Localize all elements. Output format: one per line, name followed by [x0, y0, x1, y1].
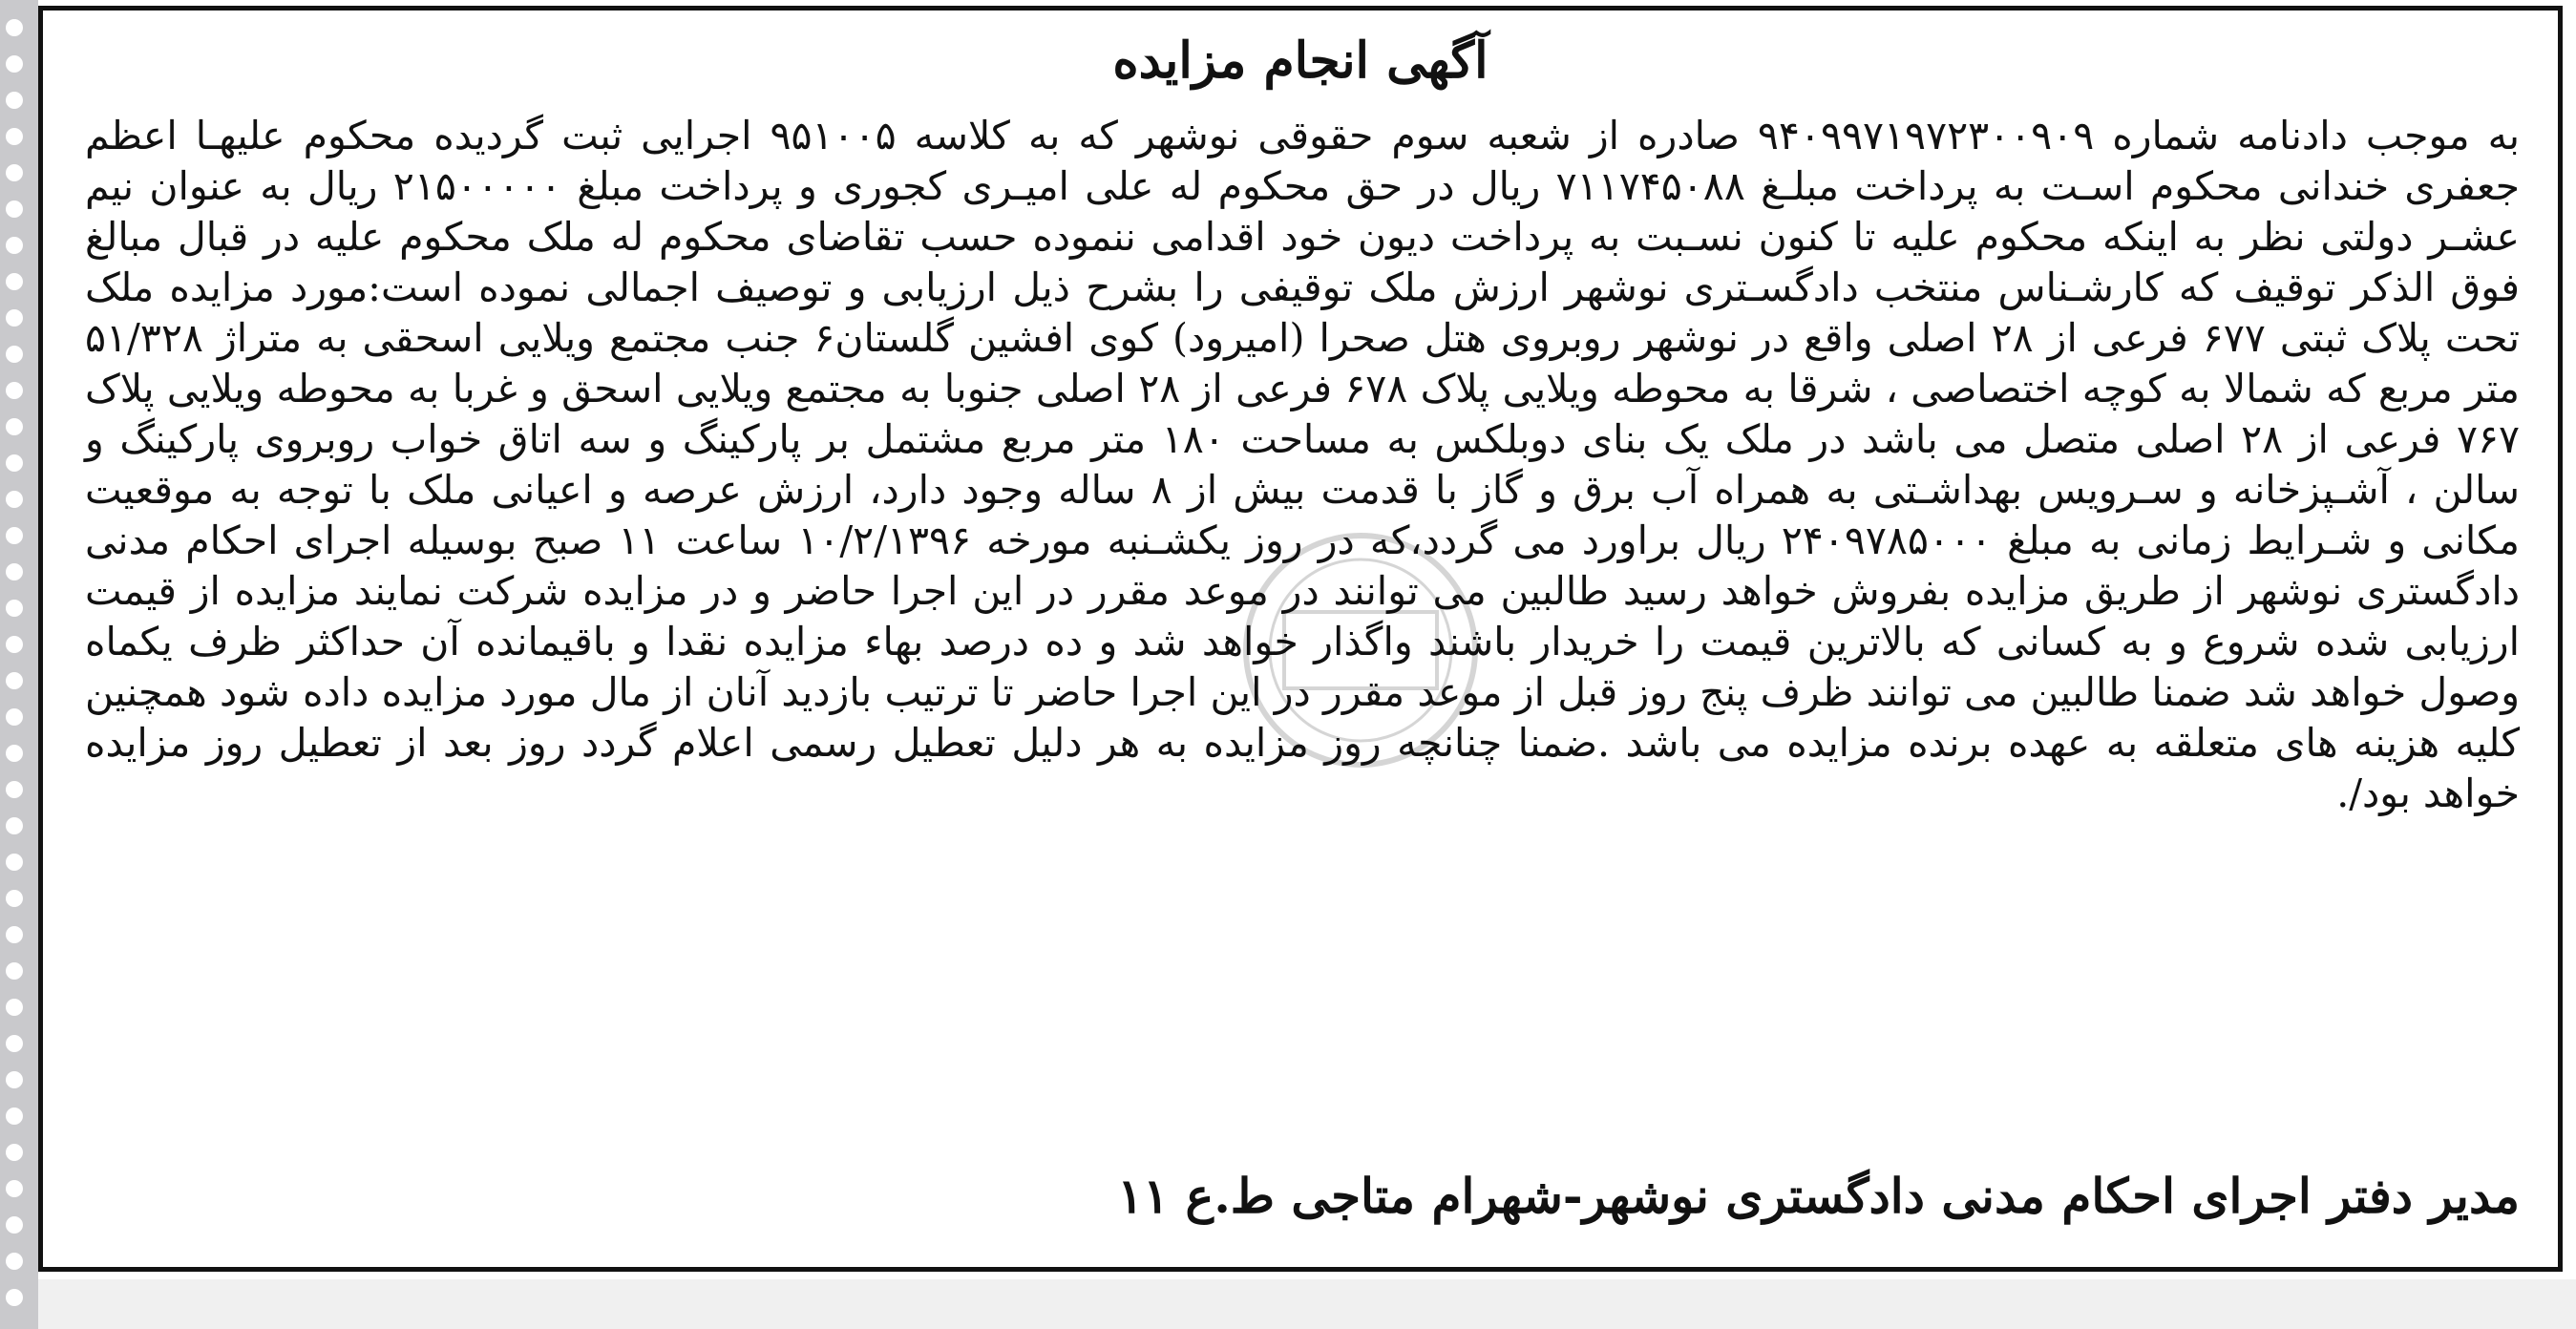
perforation-hole	[6, 745, 23, 762]
perforation-hole	[6, 309, 23, 327]
perforation-hole	[6, 817, 23, 834]
notice-title: آگهی انجام مزایده	[1112, 32, 1489, 90]
perforation-hole	[6, 128, 23, 145]
perforation-hole	[6, 708, 23, 726]
perforation-hole	[6, 55, 23, 73]
perforation-hole	[6, 92, 23, 109]
perforation-hole	[6, 200, 23, 218]
perforation-hole	[6, 854, 23, 871]
perforation-hole	[6, 672, 23, 689]
notice-body: به موجب دادنامه شماره ۹۴۰۹۹۷۱۹۷۲۳۰۰۹۰۹ صادره از شعبه سوم حقوقی نوشهر که به کلاسه ۹۵۱۰۰۵ اجرایی ثبت گردیده محکوم علیهـا اعظم جعفری خندانی محکوم اسـت به پرداخت مبلـغ ۷۱۱۷۴۵۰۸۸ ریال در حق محکوم له علی امیـری کجوری و پرداخت مبلغ ۲۱۵۰۰۰۰۰ ریال به عنوان نیم عشـر دولتی نظر به اینکه محکوم علیه تا کنون نسـبت به پرداخت دیون خود اقدامی ننموده حسب تقاضای محکوم له ملک محکوم علیه در قبال مبالغ فوق الذکر توقیف که کارشـناس منتخب دادگسـتری نوشهر ارزش ملک توقیفی را بشرح ذیل ارزیابی و توصیف اجمالی نموده است:مورد مزایده ملک تحت پلاک ثبتی ۶۷۷ فرعی از ۲۸ اصلی واقع در نوشهر روبروی هتل صحرا (امیرود) کوی افشین گلستان۶ جنب مجتمع ویلایی اسحقی به متراژ ۵۱/۳۲۸ متر مربع که شمالا به کوچه اختصاصی ، شرقا به محوطه ویلایی پلاک ۶۷۸ فرعی از ۲۸ اصلی جنوبا به مجتمع ویلایی اسحق و غربا به محوطه ویلایی پلاک ۷۶۷ فرعی از ۲۸ اصلی متصل می باشد در ملک یک بنای دوبلکس به مساحت ۱۸۰ متر مربع مشتمل بر پارکینگ و سه اتاق خواب روبروی پارکینگ و سالن ، آشـپزخانه و سـرویس بهداشـتی به همراه آب برق و گاز با قدمت بیش از ۸ ساله وجود دارد، ارزش عرصه و اعیانی ملک با توجه به موقعیت مکانی و شـرایط زمانی به مبلغ ۲۴۰۹۷۸۵۰۰۰ ریال براورد می گردد،که در روز یکشـنبه مورخه ۱۰/۲/۱۳۹۶ ساعت ۱۱ صبح بوسیله اجرای احکام مدنی دادگستری نوشهر از طریق مزایده بفروش خواهد رسید طالبین می توانند در موعد مقرر در این اجرا حاضر و در مزایده شرکت نمایند مزایده از قیمت ارزیابی شده شروع و به کسانی که بالاترین قیمت را خریدار باشند واگذار خواهد شد و ده درصد بهاء مزایده نقدا و باقیمانده آن حداکثر ظرف یکماه وصول خواهد شد ضمنا طالبین می توانند ظرف پنج روز قبل از موعد مقرر در این اجرا حاضر تا ترتیب بازدید آنان از مال مورد مزایده داده شود همچنین کلیه هزینه های متعلقه به عهده برنده مزایده می باشد .ضمنا چنانچه روز مزایده به هر دلیل تعطیل رسمی اعلام گردد روز بعد از تعطیل روز مزایده خواهد بود/.	[85, 113, 2521, 816]
perforation-hole	[6, 1216, 23, 1234]
perforation-hole	[6, 346, 23, 363]
perforation-hole	[6, 600, 23, 617]
perforation-hole	[6, 563, 23, 580]
perforation-hole	[6, 164, 23, 181]
perforation-hole	[6, 890, 23, 907]
perforation-hole	[6, 273, 23, 290]
perforation-hole	[6, 1108, 23, 1125]
perforation-hole	[6, 1144, 23, 1161]
notice-signature: مدیر دفتر اجرای احکام مدنی دادگستری نوشهر-شهرام متاجی ط.ع ۱۱	[1117, 1168, 2520, 1224]
page-bottom-margin	[38, 1279, 2576, 1329]
perforation-hole	[6, 382, 23, 399]
perforation-hole	[6, 1071, 23, 1088]
perforation-hole	[6, 999, 23, 1016]
perforation-hole	[6, 454, 23, 472]
perforation-hole	[6, 237, 23, 254]
perforation-hole	[6, 1289, 23, 1306]
perforation-hole	[6, 1180, 23, 1197]
perforation-hole	[6, 1253, 23, 1270]
perforated-margin	[0, 0, 38, 1329]
perforation-hole	[6, 926, 23, 943]
perforation-hole	[6, 962, 23, 980]
perforation-hole	[6, 491, 23, 508]
perforation-hole	[6, 1035, 23, 1052]
perforation-hole	[6, 418, 23, 435]
perforation-hole	[6, 19, 23, 36]
perforation-hole	[6, 636, 23, 653]
notice-frame	[38, 6, 2563, 1272]
perforation-hole	[6, 781, 23, 798]
perforation-hole	[6, 527, 23, 544]
